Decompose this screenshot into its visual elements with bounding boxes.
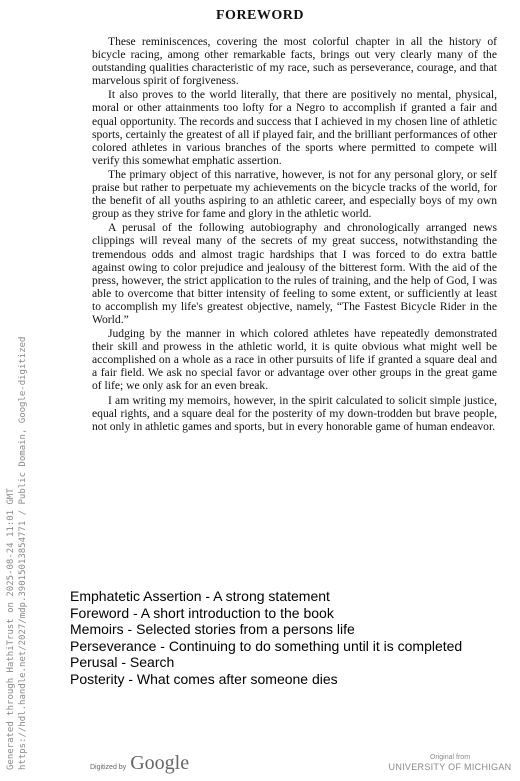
vocab-item: Emphatetic Assertion - A strong statement: [70, 588, 330, 604]
paragraph: A perusal of the following autobiography and chronologically arranged news clippings will reveal many of the secrets of my great success, notwithstanding the tremendous odds and almost tragic hardships that I was forced to do extra battle against owing to color prejudice and jealousy of the bitterest form. With the aid of the press, however, the strict application to the rules of training, and the help of God, I was able to overcome that bitter intensity of feeling to some extent, or sufficiently at least to accomplish my life's greatest objective, namely, “The Fastest Bicycle Rider in the World.”: [92, 221, 497, 326]
vocab-item: Posterity - What comes after someone dies: [70, 670, 338, 687]
digitized-by-label: Digitized by: [90, 764, 127, 771]
paragraph: These reminiscences, covering the most colorful chapter in all the history of bicycle racing, among other remarkable facts, brings out very clearly many of the outstanding qualities characteristic of my race, such as perseverance, courage, and that marvelous spirit of forgiveness.: [92, 35, 497, 88]
paragraph: The primary object of this narrative, however, is not for any personal glory, or self praise but rather to perpetuate my achievements on the bicycle tracks of the world, for the benefit of all youths aspiring to an athletic career, and especially boys of my own group as they strive for fame and glory in the athletic world.: [92, 167, 497, 221]
original-from-label: Original from: [429, 754, 471, 761]
digitized-by-google: [90, 752, 189, 775]
vocab-item: Perseverance - Continuing to do something until it is completed: [70, 637, 463, 654]
original-from: [380, 754, 520, 772]
university-name: UNIVERSITY OF MICHIGAN: [388, 762, 512, 772]
paragraph: It also proves to the world literally, that there are positively no mental, physical, moral or other attainments too lofty for a Negro to accomplish if granted a fair and equal opportunity. The records and success that I achieved in my chosen line of athletic sports, certainly the greatest of all if played fair, and the brilliant performances of other colored athletes in various branches of the sports where permitted to compete will verify this somewhat emphatic assertion.: [92, 88, 498, 167]
vocab-item: Memoirs - Selected stories from a persons life: [70, 621, 355, 637]
stamp-line-1: Generated through HathiTrust on 2025-08-24 11:01 GMT: [6, 488, 16, 770]
vocab-item: Perusal - Search: [70, 654, 175, 670]
vocabulary-list: [70, 588, 520, 687]
paragraph: I am writing my memoirs, however, in the spirit calculated to solicit simple justice, equal rights, and a square deal for the posterity of my down-trodden but brave people, not only in athletic games and sports, but in every honorable game of human endeavor.: [92, 393, 497, 433]
hathitrust-stamp: [6, 300, 36, 770]
stamp-line-2: https://hdl.handle.net/2027/mdp.39015013854771 / Public Domain, Google-digitized: [18, 336, 28, 770]
foreword-body: [92, 35, 497, 433]
google-logo: Google: [130, 752, 190, 774]
vocab-item: Foreword - A short introduction to the book: [70, 604, 334, 621]
paragraph: Judging by the manner in which colored athletes have repeatedly demonstrated their skill and prowess in the athletic world, it is quite obvious what might well be accomplished on a whole as a race in other pursuits of life if granted a square deal and a fair field. We ask no special favor or advantage over other groups in the great game of life; we only ask for an even break.: [92, 327, 497, 393]
page-title: FOREWORD: [216, 8, 304, 23]
